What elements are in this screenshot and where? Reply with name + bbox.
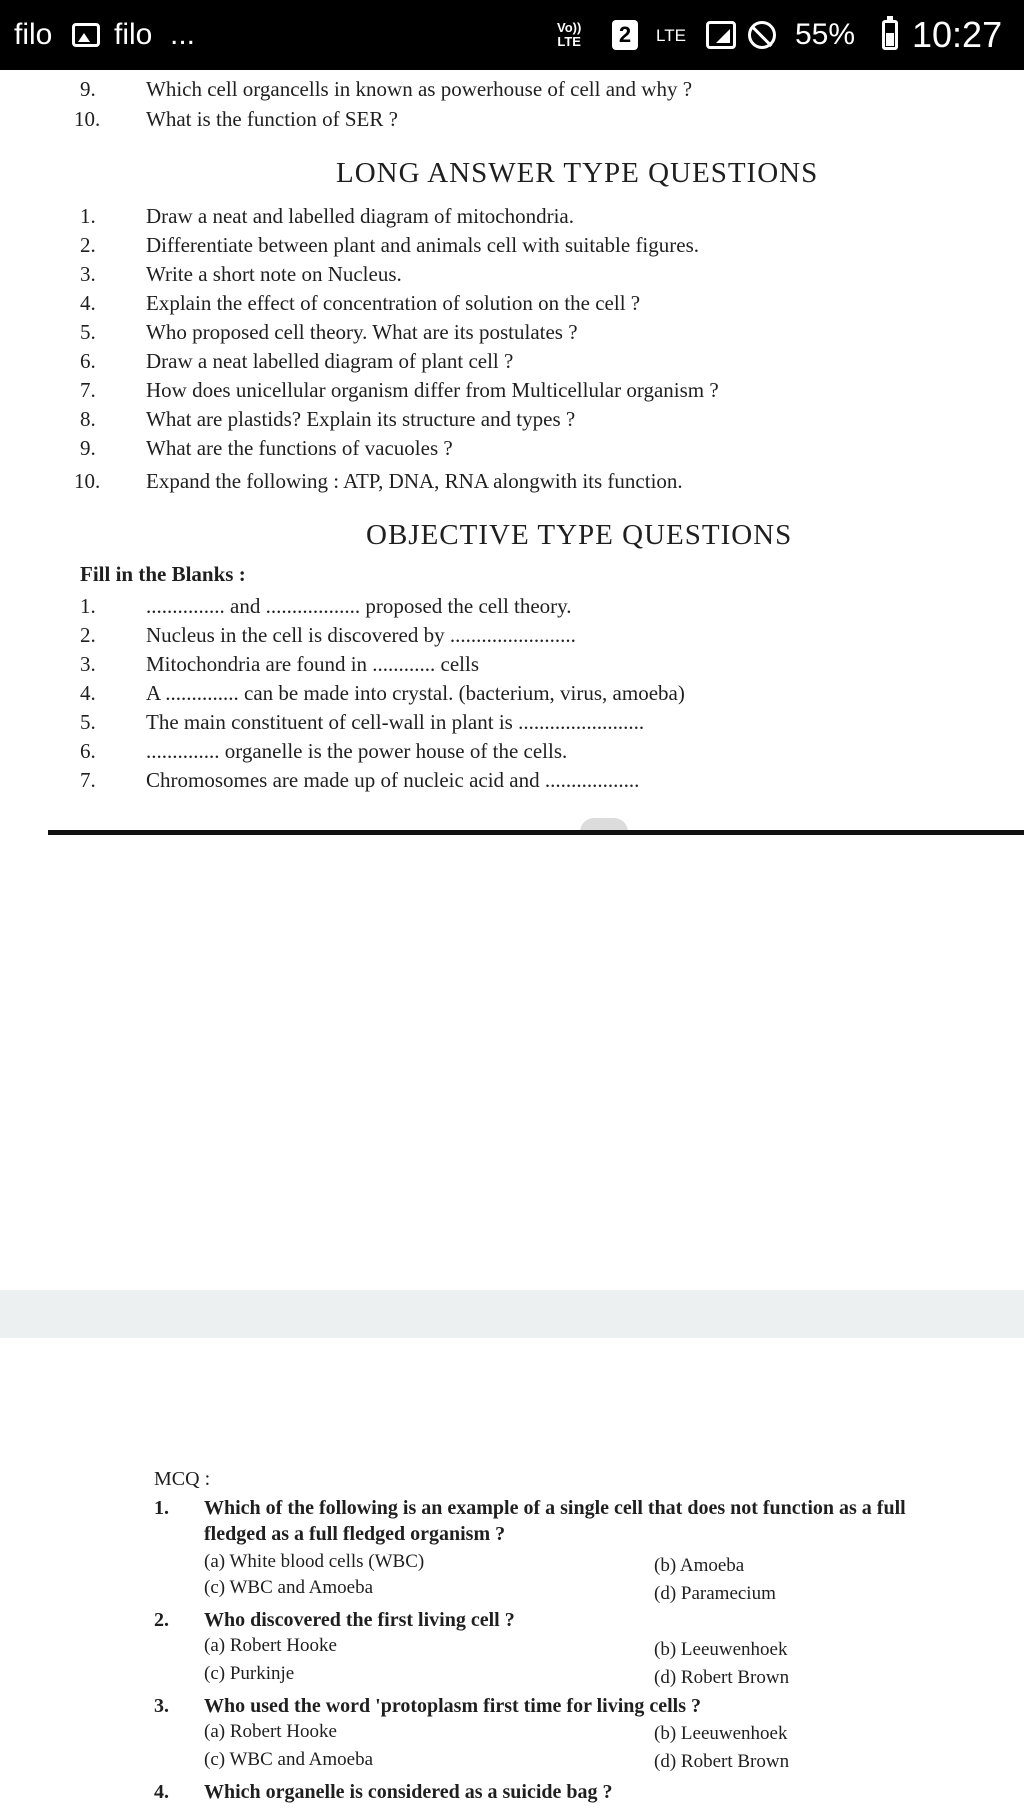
clock: 10:27 [912, 14, 1003, 55]
option-d: (d) Robert Brown [654, 1751, 790, 1772]
question-text: Which cell organcells in known as powerhouse of cell and why ? [146, 77, 693, 101]
question-number: 1. [154, 1497, 169, 1519]
notification-app-label: filo [14, 18, 53, 51]
option-c: (c) WBC and Amoeba [204, 1749, 374, 1770]
question-text: Which of the following is an example of a single cell that does not function as a full [204, 1497, 906, 1519]
question-number: 7. [80, 378, 96, 402]
option-a: (a) Robert Hooke [204, 1635, 337, 1656]
notification-app-label-2: filo [114, 18, 153, 51]
question-text: Draw a neat labelled diagram of plant cell ? [146, 349, 514, 373]
question-text: Expand the following : ATP, DNA, RNA alongwith its function. [146, 469, 683, 493]
question-text: How does unicellular organism differ from Multicellular organism ? [146, 378, 719, 402]
question-text: Write a short note on Nucleus. [146, 262, 402, 286]
question-number: 9. [80, 77, 96, 101]
question-number: 1. [80, 204, 96, 228]
option-a: (a) Robert Hooke [204, 1721, 337, 1742]
question-text: Explain the effect of concentration of solution on the cell ? [146, 291, 641, 315]
question-number: 2. [154, 1609, 169, 1631]
question-text: Nucleus in the cell is discovered by ........................ [146, 623, 576, 647]
long-answer-heading: LONG ANSWER TYPE QUESTIONS [336, 157, 819, 189]
option-c: (c) WBC and Amoeba [204, 1577, 374, 1598]
option-a: (a) White blood cells (WBC) [204, 1551, 425, 1572]
question-text: Who proposed cell theory. What are its postulates ? [146, 320, 578, 344]
question-number: 3. [80, 262, 96, 286]
status-bar [0, 0, 1024, 70]
option-c: (c) Purkinje [204, 1663, 295, 1684]
question-number: 8. [80, 407, 96, 431]
question-text: .............. organelle is the power house of the cells. [146, 739, 568, 763]
objective-heading: OBJECTIVE TYPE QUESTIONS [366, 519, 793, 551]
option-d: (d) Robert Brown [654, 1667, 790, 1688]
question-text: Mitochondria are found in ............ cells [146, 652, 480, 676]
more-notifications-icon: ... [170, 18, 196, 51]
option-b: (b) Amoeba [654, 1555, 745, 1576]
question-number: 3. [80, 652, 96, 676]
fill-in-blanks-heading: Fill in the Blanks : [80, 562, 246, 586]
question-number: 4. [80, 681, 96, 705]
question-number: 2. [80, 233, 96, 257]
option-b: (b) Leeuwenhoek [654, 1639, 788, 1660]
signal-icon [706, 0, 736, 70]
question-number: 3. [154, 1695, 169, 1717]
question-text: What are plastids? Explain its structure and types ? [146, 407, 576, 431]
lte-indicator: LTE [656, 25, 686, 45]
question-text: The main constituent of cell-wall in plant is ........................ [146, 710, 645, 734]
page-divider [48, 830, 1024, 835]
question-number: 5. [80, 710, 96, 734]
battery-percent: 55% [795, 18, 856, 51]
question-number: 4. [154, 1781, 169, 1803]
option-b: (b) Leeuwenhoek [654, 1723, 788, 1744]
question-text-continued: fledged as a full fledged organism ? [204, 1523, 506, 1545]
question-number: 10. [74, 107, 101, 131]
question-number: 5. [80, 320, 96, 344]
image-notification-icon [72, 0, 100, 70]
do-not-disturb-icon [748, 0, 776, 70]
question-text: Differentiate between plant and animals cell with suitable figures. [146, 233, 700, 257]
volte-icon: Vo)) LTE [557, 20, 582, 49]
question-number: 6. [80, 739, 96, 763]
question-text: Who used the word 'protoplasm first time for living cells ? [204, 1695, 702, 1717]
question-number: 6. [80, 349, 96, 373]
gray-separator-band [0, 1290, 1024, 1338]
question-text: Chromosomes are made up of nucleic acid and .................. [146, 768, 640, 792]
question-text: Which organelle is considered as a suicide bag ? [204, 1781, 613, 1803]
question-number: 4. [80, 291, 96, 315]
question-text: ............... and .................. proposed the cell theory. [146, 594, 572, 618]
question-number: 10. [74, 469, 101, 493]
question-text: A .............. can be made into crystal. (bacterium, virus, amoeba) [146, 681, 685, 705]
question-number: 9. [80, 436, 96, 460]
option-d: (d) Paramecium [654, 1583, 776, 1604]
mcq-heading: MCQ : [154, 1468, 211, 1490]
sim-indicator: 2 [612, 0, 638, 70]
question-text: What are the functions of vacuoles ? [146, 436, 453, 460]
battery-icon [882, 0, 898, 70]
question-text: What is the function of SER ? [146, 107, 398, 131]
question-text: Draw a neat and labelled diagram of mitochondria. [146, 204, 574, 228]
question-number: 1. [80, 594, 96, 618]
question-number: 7. [80, 768, 96, 792]
question-number: 2. [80, 623, 96, 647]
question-text: Who discovered the first living cell ? [204, 1609, 515, 1631]
